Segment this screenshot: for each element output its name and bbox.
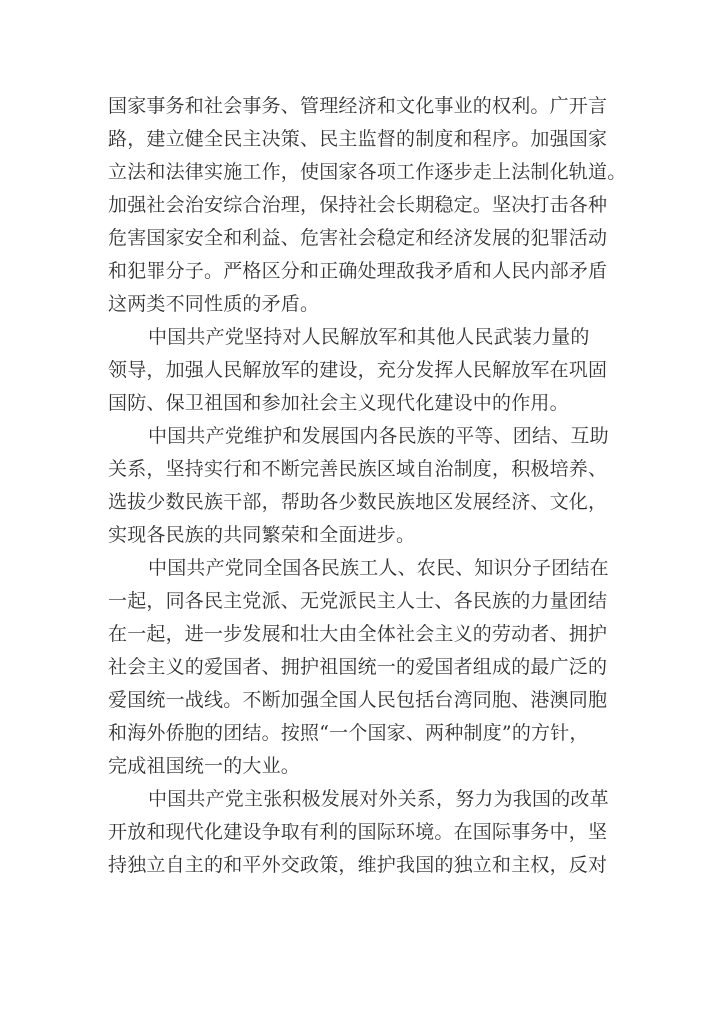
text-line: 持独立自主的和平外交政策，维护我国的独立和主权，反对 — [108, 854, 608, 876]
text-line: 选拔少数民族干部，帮助各少数民族地区发展经济、文化， — [108, 491, 608, 513]
text-line: 完成祖国统一的大业。 — [108, 755, 301, 777]
text-line: 加强社会治安综合治理，保持社会长期稳定。坚决打击各种 — [108, 194, 608, 216]
document-body — [108, 90, 628, 882]
text-line: 关系，坚持实行和不断完善民族区域自治制度，积极培养、 — [108, 458, 608, 480]
text-line: 一起，同各民主党派、无党派民主人士、各民族的力量团结 — [108, 590, 608, 612]
text-line: 这两类不同性质的矛盾。 — [108, 293, 320, 315]
paragraph-start-line: 中国共产党坚持对人民解放军和其他人民武装力量的 — [148, 326, 590, 348]
text-line: 社会主义的爱国者、拥护祖国统一的爱国者组成的最广泛的 — [108, 656, 608, 678]
paragraph-start-line: 中国共产党同全国各民族工人、农民、知识分子团结在 — [148, 557, 609, 579]
text-line: 危害国家安全和利益、危害社会稳定和经济发展的犯罪活动 — [108, 227, 608, 249]
text-line: 开放和现代化建设争取有利的国际环境。在国际事务中，坚 — [108, 821, 608, 843]
text-line: 和犯罪分子。严格区分和正确处理敌我矛盾和人民内部矛盾 — [108, 260, 608, 282]
paragraph-start-line: 中国共产党维护和发展国内各民族的平等、团结、互助 — [148, 425, 609, 447]
text-line: 国防、保卫祖国和参加社会主义现代化建设中的作用。 — [108, 392, 569, 414]
text-line: 和海外侨胞的团结。按照“一个国家、两种制度”的方针， — [108, 722, 589, 744]
text-line: 爱国统一战线。不断加强全国人民包括台湾同胞、港澳同胞 — [108, 689, 608, 711]
text-line: 实现各民族的共同繁荣和全面进步。 — [108, 524, 416, 546]
text-line: 在一起，进一步发展和壮大由全体社会主义的劳动者、拥护 — [108, 623, 608, 645]
text-line: 路，建立健全民主决策、民主监督的制度和程序。加强国家 — [108, 128, 608, 150]
text-line: 立法和法律实施工作，使国家各项工作逐步走上法制化轨道。 — [108, 161, 627, 183]
text-line: 领导，加强人民解放军的建设，充分发挥人民解放军在巩固 — [108, 359, 608, 381]
paragraph-start-line: 中国共产党主张积极发展对外关系，努力为我国的改革 — [148, 788, 609, 810]
text-line: 国家事务和社会事务、管理经济和文化事业的权利。广开言 — [108, 95, 608, 117]
